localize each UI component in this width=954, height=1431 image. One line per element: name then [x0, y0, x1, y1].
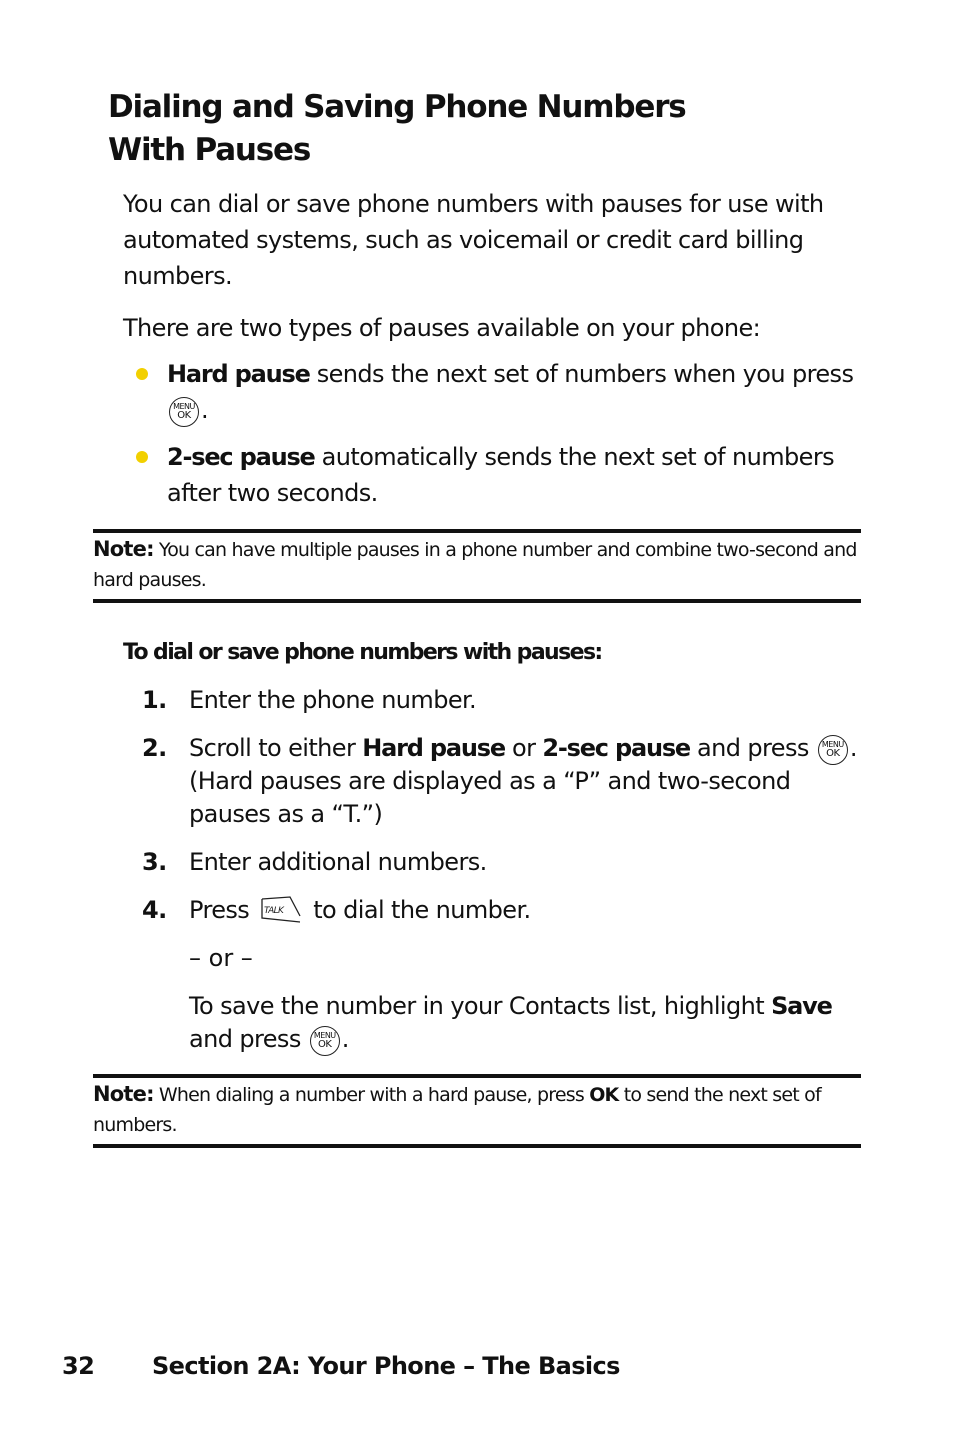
page-title-line2: With Pauses	[108, 132, 311, 168]
menu-ok-key-icon: MENU OK	[310, 1026, 340, 1056]
step-2-text-b: or	[504, 734, 543, 762]
save-text-a: To save the number in your Contacts list, highlight	[189, 992, 772, 1020]
note1-label: Note:	[93, 537, 154, 561]
note2-label: Note:	[93, 1082, 154, 1106]
step-number: 3.	[142, 848, 167, 876]
note2-top-rule	[93, 1074, 861, 1078]
term-save: Save	[771, 992, 832, 1020]
note1-top-rule	[93, 529, 861, 533]
step-number: 2.	[142, 734, 167, 762]
save-text-c: .	[341, 1025, 349, 1053]
bullet-dot-icon	[136, 451, 148, 463]
2sec-pause-description: automatically sends the next set of numbers after two seconds.	[167, 443, 835, 507]
note1-text: You can have multiple pauses in a phone number and combine two-second and hard pauses.	[93, 539, 857, 591]
step-1	[142, 684, 859, 717]
step-2-text-c: and press	[690, 734, 816, 762]
term-2sec-pause: 2-sec pause	[167, 443, 315, 471]
save-instructions	[189, 990, 859, 1056]
step-number: 1.	[142, 686, 167, 714]
step-4-text-b: to dial the number.	[306, 896, 531, 924]
section-title: Section 2A: Your Phone – The Basics	[152, 1352, 620, 1380]
menu-ok-key-icon: MENU OK	[818, 735, 848, 765]
step-3	[142, 846, 859, 879]
note2-text-b: to send the next set of numbers.	[93, 1084, 821, 1136]
intro-paragraph: You can dial or save phone numbers with pauses for use with automated systems, such as voicemail or credit card billing numbers.	[123, 190, 824, 290]
term-hard-pause: Hard pause	[362, 734, 505, 762]
pause-types-intro: There are two types of pauses available on your phone:	[123, 314, 761, 342]
step-number: 4.	[142, 896, 167, 924]
talk-key-icon	[260, 896, 302, 924]
step-2-text-d: . (Hard pauses are displayed as a “P” and two-second pauses as a “T.”)	[189, 734, 857, 828]
step-3-text: Enter additional numbers.	[189, 848, 487, 876]
talk-key-icon-graphic	[260, 896, 302, 924]
step-4-text-a: Press	[189, 896, 257, 924]
procedure-heading: To dial or save phone numbers with pauses:	[123, 640, 602, 665]
step-2	[142, 732, 859, 831]
bullet-hard-pause	[167, 356, 867, 428]
ok-key-label: OK	[589, 1084, 619, 1106]
term-hard-pause: Hard pause	[167, 360, 310, 388]
note2	[93, 1079, 861, 1140]
term-2sec-pause: 2-sec pause	[542, 734, 691, 762]
note1-bottom-rule	[93, 599, 861, 603]
step-2-text-a: Scroll to either	[189, 734, 363, 762]
talk-key-label: TALK	[264, 906, 284, 916]
menu-ok-key-icon: MENU OK	[169, 397, 199, 427]
hard-pause-description: sends the next set of numbers when you press	[309, 360, 854, 388]
page-title-line1: Dialing and Saving Phone Numbers	[108, 89, 686, 125]
step-1-text: Enter the phone number.	[189, 686, 477, 714]
step-4	[142, 894, 859, 927]
bullet-2sec-pause	[167, 439, 867, 511]
page-number: 32	[62, 1352, 95, 1380]
save-text-b: and press	[189, 1025, 308, 1053]
or-separator: – or –	[189, 944, 253, 972]
note2-bottom-rule	[93, 1144, 861, 1148]
hard-pause-tail: .	[201, 396, 209, 424]
page-title	[108, 86, 868, 172]
note2-text-a: When dialing a number with a hard pause, press	[153, 1084, 590, 1106]
note1	[93, 534, 861, 595]
bullet-dot-icon	[136, 368, 148, 380]
